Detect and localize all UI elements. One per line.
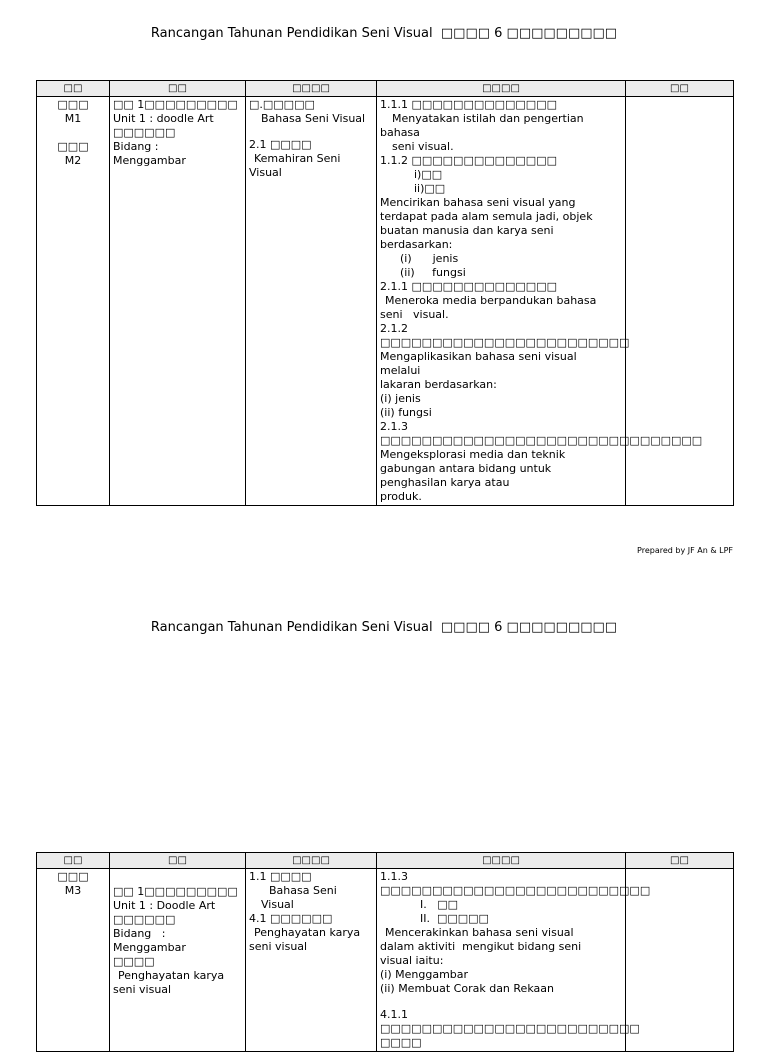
week-code: M2 xyxy=(64,154,82,167)
header-notes: □□ xyxy=(626,853,734,869)
unit-line: Bidang : xyxy=(113,927,166,940)
standard-line: 4.1 □□□□□□ xyxy=(249,912,333,925)
content-line: dalam aktiviti mengikut bidang seni xyxy=(380,940,582,953)
standard-cell xyxy=(246,869,377,1052)
unit-cell xyxy=(110,97,246,506)
header-week: □□ xyxy=(37,853,110,869)
content-line: buatan manusia dan karya seni xyxy=(380,224,554,237)
content-line: (ii) fungsi xyxy=(380,406,432,419)
content-line: Mengaplikasikan bahasa seni visual xyxy=(380,350,577,363)
content-line: ii)□□ xyxy=(414,182,446,195)
header-unit: □□ xyxy=(110,853,246,869)
header-week: □□ xyxy=(37,81,110,97)
header-content: □□□□ xyxy=(377,853,626,869)
standard-line: 2.1 □□□□ xyxy=(249,138,312,151)
content-line: seni visual. xyxy=(392,140,454,153)
table-row xyxy=(37,97,734,506)
unit-line: seni visual xyxy=(113,983,172,996)
unit-line: Menggambar xyxy=(113,154,186,167)
week-label: □□□ xyxy=(57,140,89,153)
unit-line: □□ 1□□□□□□□□□ xyxy=(113,885,238,898)
content-line: gabungan antara bidang untuk xyxy=(380,462,552,475)
table-header-row xyxy=(37,81,734,97)
content-line: I. □□ xyxy=(420,898,459,911)
annual-plan-table xyxy=(36,852,734,1052)
content-line: □□□□ xyxy=(380,1036,422,1049)
content-line: Meneroka media berpandukan bahasa xyxy=(385,294,597,307)
content-line: lakaran berdasarkan: xyxy=(380,378,497,391)
week-code: M3 xyxy=(64,884,82,897)
header-content: □□□□ xyxy=(377,81,626,97)
page-title: Rancangan Tahunan Pendidikan Seni Visual □□□□ 6 □□□□□□□□□ xyxy=(150,26,618,41)
content-line: 1.1.3 □□□□□□□□□□□□□□□□□□□□□□□□□□ xyxy=(380,870,651,897)
standard-line: Visual xyxy=(261,898,294,911)
content-line: Mencirikan bahasa seni visual yang xyxy=(380,196,576,209)
content-line: II. □□□□□ xyxy=(420,912,489,925)
table-row xyxy=(37,869,734,1052)
content-line: 2.1.1 □□□□□□□□□□□□□□ xyxy=(380,280,557,293)
content-line: (i) jenis xyxy=(400,252,459,265)
content-line: penghasilan karya atau xyxy=(380,476,510,489)
content-line: 1.1.1 □□□□□□□□□□□□□□ xyxy=(380,98,557,111)
unit-line: □□□□□□ xyxy=(113,913,176,926)
unit-cell xyxy=(110,869,246,1052)
standard-line: Kemahiran Seni xyxy=(254,152,341,165)
content-line: visual iaitu: xyxy=(380,954,444,967)
header-unit: □□ xyxy=(110,81,246,97)
footer-credit: Prepared by JF An & LPF xyxy=(637,546,733,555)
content-line: (ii) Membuat Corak dan Rekaan xyxy=(380,982,554,995)
content-line: berdasarkan: xyxy=(380,238,453,251)
content-cell xyxy=(377,97,703,506)
week-label: □□□ xyxy=(57,870,89,883)
standard-line: Penghayatan karya xyxy=(254,926,361,939)
header-standard: □□□□ xyxy=(246,853,377,869)
unit-line: □□□□ xyxy=(113,955,155,968)
content-line: Mencerakinkan bahasa seni visual xyxy=(385,926,574,939)
content-line: 1.1.2 □□□□□□□□□□□□□□ xyxy=(380,154,557,167)
unit-line: Menggambar xyxy=(113,941,186,954)
content-line: seni visual. xyxy=(380,308,449,321)
page-title: Rancangan Tahunan Pendidikan Seni Visual □□□□ 6 □□□□□□□□□ xyxy=(150,620,618,635)
unit-line: Unit 1 : doodle Art xyxy=(113,112,214,125)
content-line: 4.1.1 □□□□□□□□□□□□□□□□□□□□□□□□□ xyxy=(380,1008,640,1035)
content-line: (i) jenis xyxy=(380,392,421,405)
header-notes: □□ xyxy=(626,81,734,97)
content-line: (i) Menggambar xyxy=(380,968,469,981)
standard-line: □.□□□□□ xyxy=(249,98,315,111)
week-label: □□□ xyxy=(57,98,89,111)
standard-cell xyxy=(246,97,377,506)
content-line: Menyatakan istilah dan pengertian xyxy=(392,112,584,125)
unit-line: □□ 1□□□□□□□□□ xyxy=(113,98,238,111)
table-header-row xyxy=(37,853,734,869)
content-line: terdapat pada alam semula jadi, objek xyxy=(380,210,593,223)
content-line: 2.1.2 □□□□□□□□□□□□□□□□□□□□□□□□ xyxy=(380,322,630,349)
content-line: i)□□ xyxy=(414,168,443,181)
unit-line: Penghayatan karya xyxy=(118,969,225,982)
standard-line: 1.1 □□□□ xyxy=(249,870,312,883)
header-standard: □□□□ xyxy=(246,81,377,97)
content-line: (ii) fungsi xyxy=(400,266,466,279)
content-cell xyxy=(377,869,651,1052)
content-line: bahasa xyxy=(380,126,420,139)
unit-line: □□□□□□ xyxy=(113,126,176,139)
content-line: Mengeksplorasi media dan teknik xyxy=(380,448,566,461)
content-line: produk. xyxy=(380,490,422,503)
content-line: 2.1.3 □□□□□□□□□□□□□□□□□□□□□□□□□□□□□□□ xyxy=(380,420,703,447)
standard-line: Bahasa Seni Visual xyxy=(261,112,366,125)
standard-line: Visual xyxy=(249,166,282,179)
week-cell xyxy=(37,869,110,1052)
annual-plan-table xyxy=(36,80,734,506)
standard-line: Bahasa Seni xyxy=(269,884,337,897)
week-cell xyxy=(37,97,110,506)
content-line: melalui xyxy=(380,364,421,377)
week-code: M1 xyxy=(64,112,82,125)
unit-line: Bidang : xyxy=(113,140,159,153)
standard-line: seni visual xyxy=(249,940,308,953)
unit-line: Unit 1 : Doodle Art xyxy=(113,899,216,912)
